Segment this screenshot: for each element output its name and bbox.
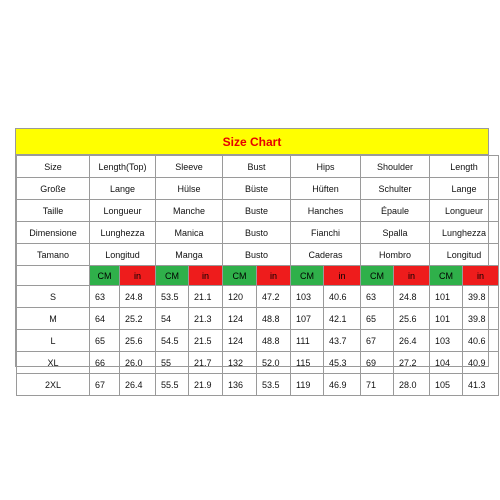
value-cell: 28.0 (394, 374, 430, 396)
header-cell: Lange (90, 178, 156, 200)
value-cell: 53.5 (156, 286, 189, 308)
value-cell: 63 (90, 286, 120, 308)
header-cell: Buste (223, 200, 291, 222)
header-cell: Longueur (90, 200, 156, 222)
value-cell: 65 (361, 308, 394, 330)
value-cell: 27.2 (394, 352, 430, 374)
unit-cm-cell: CM (361, 266, 394, 286)
value-cell: 39.8 (463, 286, 499, 308)
value-cell: 115 (291, 352, 324, 374)
size-table (16, 155, 499, 396)
value-cell: 54 (156, 308, 189, 330)
size-row-s (17, 286, 499, 308)
value-cell: 41.3 (463, 374, 499, 396)
unit-cm-cell: CM (223, 266, 257, 286)
size-row-2xl (17, 374, 499, 396)
header-cell: Lange (430, 178, 499, 200)
value-cell: 26.4 (120, 374, 156, 396)
value-cell: 21.1 (189, 286, 223, 308)
value-cell: 136 (223, 374, 257, 396)
header-cell: Hombro (361, 244, 430, 266)
value-cell: 107 (291, 308, 324, 330)
value-cell: 54.5 (156, 330, 189, 352)
value-cell: 101 (430, 308, 463, 330)
value-cell: 55 (156, 352, 189, 374)
header-cell: Tamano (17, 244, 90, 266)
value-cell: 67 (90, 374, 120, 396)
unit-in-cell: in (257, 266, 291, 286)
unit-in-cell: in (189, 266, 223, 286)
size-row-l (17, 330, 499, 352)
header-cell: Busto (223, 222, 291, 244)
header-cell: Hüften (291, 178, 361, 200)
unit-in-cell: in (120, 266, 156, 286)
size-chart (15, 128, 489, 390)
value-cell: 21.7 (189, 352, 223, 374)
unit-in-cell: in (324, 266, 361, 286)
value-cell: 53.5 (257, 374, 291, 396)
header-cell: Sleeve (156, 156, 223, 178)
unit-cm-cell: CM (156, 266, 189, 286)
header-cell: Lunghezza (430, 222, 499, 244)
value-cell: 26.4 (394, 330, 430, 352)
size-label: M (17, 308, 90, 330)
header-cell: Longueur (430, 200, 499, 222)
header-cell: Manche (156, 200, 223, 222)
header-row (17, 244, 499, 266)
header-cell: Épaule (361, 200, 430, 222)
size-row-xl (17, 352, 499, 374)
unit-cm-cell: CM (90, 266, 120, 286)
value-cell: 69 (361, 352, 394, 374)
value-cell: 111 (291, 330, 324, 352)
value-cell: 46.9 (324, 374, 361, 396)
value-cell: 103 (430, 330, 463, 352)
value-cell: 48.8 (257, 308, 291, 330)
value-cell: 64 (90, 308, 120, 330)
chart-title: Size Chart (16, 129, 488, 155)
value-cell: 40.9 (463, 352, 499, 374)
value-cell: 26.0 (120, 352, 156, 374)
value-cell: 124 (223, 308, 257, 330)
value-cell: 119 (291, 374, 324, 396)
value-cell: 21.3 (189, 308, 223, 330)
value-cell: 25.6 (120, 330, 156, 352)
header-cell: Taille (17, 200, 90, 222)
value-cell: 65 (90, 330, 120, 352)
value-cell: 40.6 (324, 286, 361, 308)
header-cell: Length (430, 156, 499, 178)
value-cell: 105 (430, 374, 463, 396)
header-row (17, 222, 499, 244)
value-cell: 45.3 (324, 352, 361, 374)
value-cell: 40.6 (463, 330, 499, 352)
header-row (17, 200, 499, 222)
header-cell: Longitud (90, 244, 156, 266)
value-cell: 132 (223, 352, 257, 374)
header-cell: Hanches (291, 200, 361, 222)
value-cell: 124 (223, 330, 257, 352)
header-cell: Hülse (156, 178, 223, 200)
value-cell: 67 (361, 330, 394, 352)
unit-in-cell: in (463, 266, 499, 286)
header-row (17, 156, 499, 178)
unit-in-cell: in (394, 266, 430, 286)
unit-cm-cell: CM (430, 266, 463, 286)
value-cell: 42.1 (324, 308, 361, 330)
value-cell: 25.2 (120, 308, 156, 330)
header-row (17, 178, 499, 200)
value-cell: 63 (361, 286, 394, 308)
size-label: 2XL (17, 374, 90, 396)
value-cell: 48.8 (257, 330, 291, 352)
value-cell: 21.5 (189, 330, 223, 352)
value-cell: 39.8 (463, 308, 499, 330)
header-cell: Spalla (361, 222, 430, 244)
value-cell: 24.8 (120, 286, 156, 308)
header-cell: Bust (223, 156, 291, 178)
header-cell: Büste (223, 178, 291, 200)
header-cell: Busto (223, 244, 291, 266)
header-cell: Dimensione (17, 222, 90, 244)
value-cell: 101 (430, 286, 463, 308)
value-cell: 120 (223, 286, 257, 308)
value-cell: 55.5 (156, 374, 189, 396)
value-cell: 71 (361, 374, 394, 396)
value-cell: 47.2 (257, 286, 291, 308)
unit-row (17, 266, 499, 286)
header-cell: Shoulder (361, 156, 430, 178)
header-cell: Longitud (430, 244, 499, 266)
header-cell: Hips (291, 156, 361, 178)
size-row-m (17, 308, 499, 330)
value-cell: 21.9 (189, 374, 223, 396)
value-cell: 66 (90, 352, 120, 374)
size-label: S (17, 286, 90, 308)
header-cell: Lunghezza (90, 222, 156, 244)
unit-spacer-cell (17, 266, 90, 286)
size-label: XL (17, 352, 90, 374)
header-cell: Große (17, 178, 90, 200)
header-cell: Length(Top) (90, 156, 156, 178)
header-cell: Manga (156, 244, 223, 266)
header-cell: Size (17, 156, 90, 178)
header-cell: Caderas (291, 244, 361, 266)
header-cell: Manica (156, 222, 223, 244)
value-cell: 25.6 (394, 308, 430, 330)
value-cell: 104 (430, 352, 463, 374)
header-cell: Fianchi (291, 222, 361, 244)
value-cell: 24.8 (394, 286, 430, 308)
header-cell: Schulter (361, 178, 430, 200)
value-cell: 43.7 (324, 330, 361, 352)
size-label: L (17, 330, 90, 352)
value-cell: 103 (291, 286, 324, 308)
value-cell: 52.0 (257, 352, 291, 374)
unit-cm-cell: CM (291, 266, 324, 286)
